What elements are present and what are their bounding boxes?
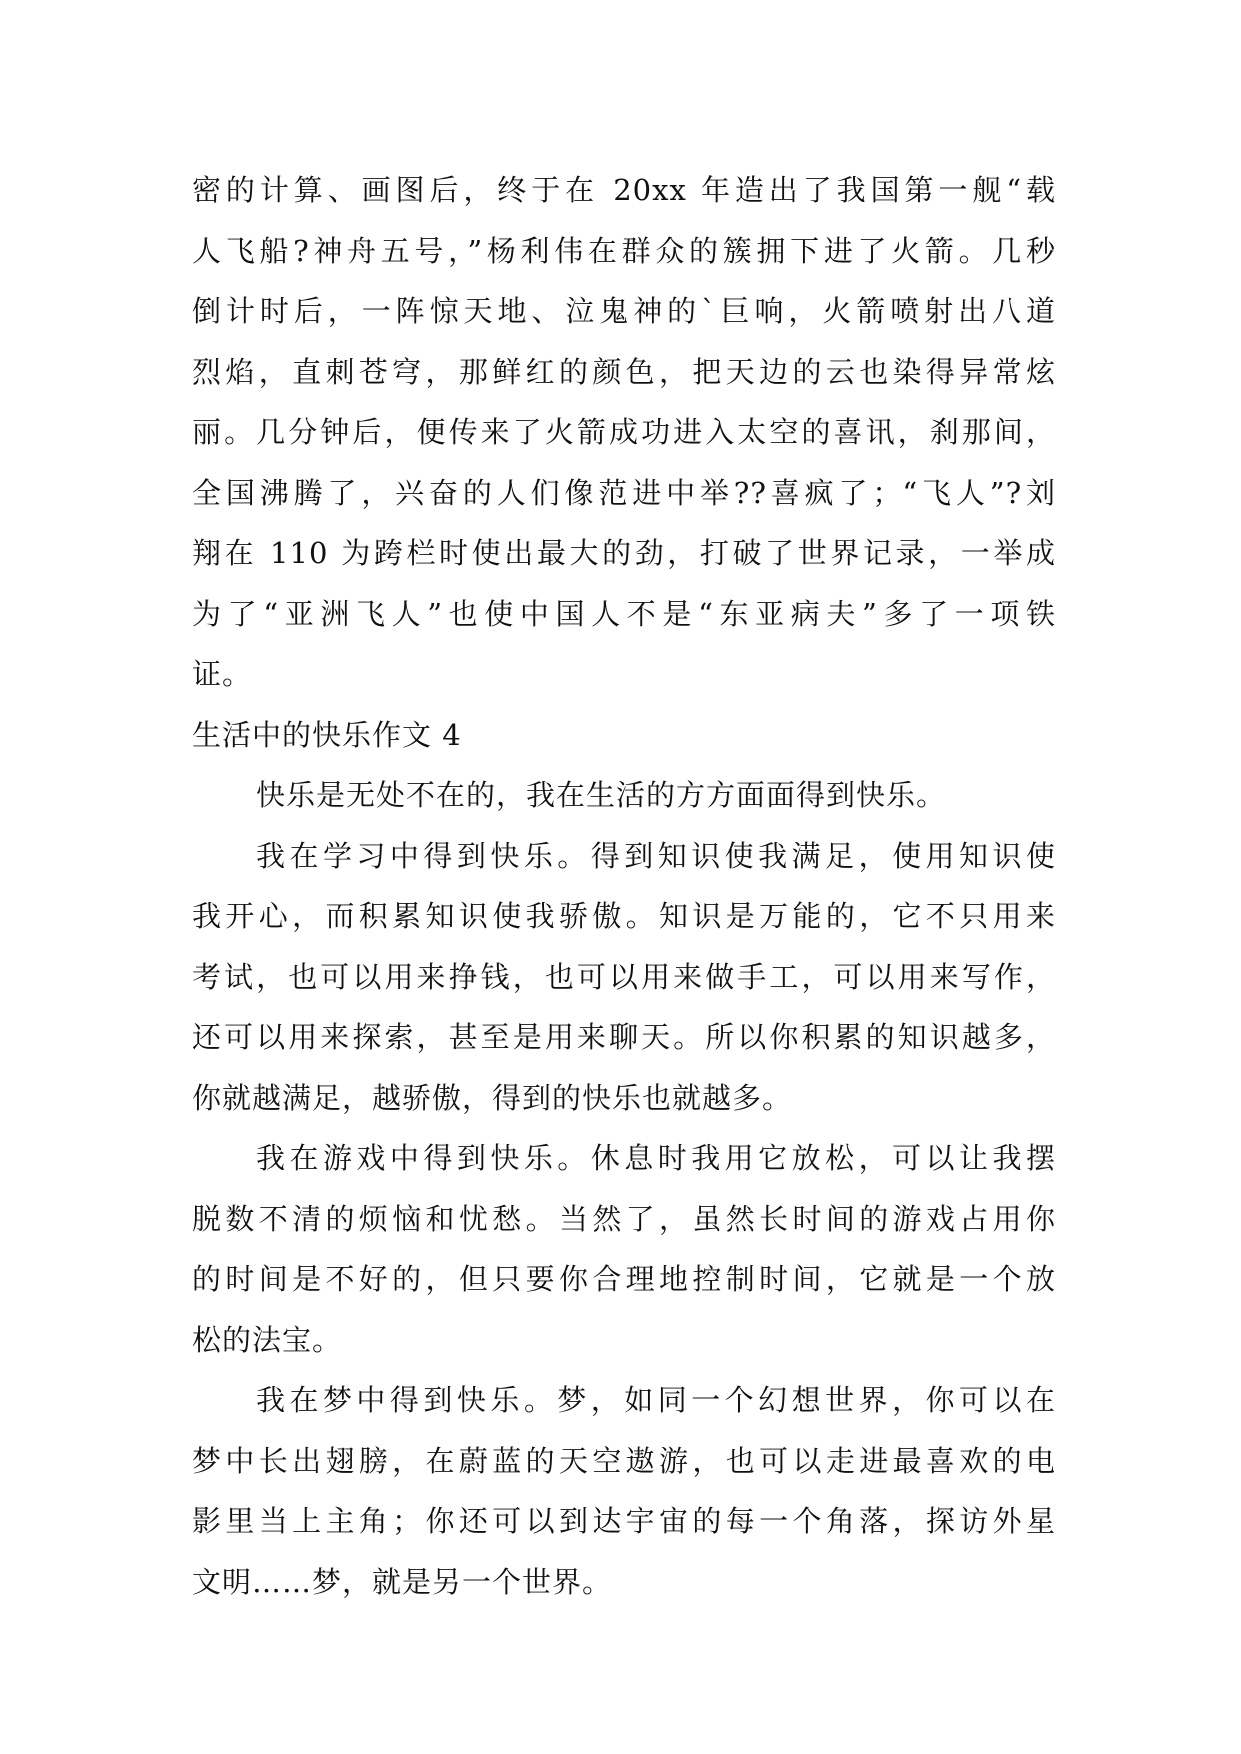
text-line: 的时间是不好的，但只要你合理地控制时间，它就是一个放 xyxy=(192,1262,1056,1296)
section-title: 生活中的快乐作文 4 xyxy=(192,717,462,752)
text-line: 梦中长出翅膀，在蔚蓝的天空遨游，也可以走进最喜欢的电 xyxy=(192,1443,1056,1478)
text-line: 密的计算、画图后，终于在 20xx 年造出了我国第一舰“载 xyxy=(192,173,1056,207)
text-line: 为了“亚洲飞人”也使中国人不是“东亚病夫”多了一项铁 xyxy=(192,596,1056,631)
text-line: 影里当上主角；你还可以到达宇宙的每一个角落，探访外星 xyxy=(192,1504,1056,1538)
paragraph-2 xyxy=(192,826,1056,1129)
text-line: 松的法宝。 xyxy=(192,1322,343,1357)
paragraph-4 xyxy=(192,1370,1056,1612)
text-line: 考试，也可以用来挣钱，也可以用来做手工，可以用来写作， xyxy=(192,959,1056,994)
document-body xyxy=(192,160,1056,1612)
intro-paragraph xyxy=(192,160,1056,705)
text-line: 倒计时后，一阵惊天地、泣鬼神的`巨响，火箭喷射出八道 xyxy=(192,294,1056,328)
text-line: 全国沸腾了，兴奋的人们像范进中举??喜疯了；“飞人”?刘 xyxy=(192,475,1056,510)
text-line: 快乐是无处不在的，我在生活的方方面面得到快乐。 xyxy=(256,778,947,812)
text-line: 我开心，而积累知识使我骄傲。知识是万能的，它不只用来 xyxy=(192,899,1056,933)
text-line: 你就越满足，越骄傲，得到的快乐也就越多。 xyxy=(192,1080,793,1115)
text-line: 烈焰，直刺苍穹，那鲜红的颜色，把天边的云也染得异常炫 xyxy=(192,354,1056,389)
text-line: 我在梦中得到快乐。梦，如同一个幻想世界，你可以在 xyxy=(256,1383,1056,1417)
text-line: 证。 xyxy=(192,657,253,691)
text-line: 我在学习中得到快乐。得到知识使我满足，使用知识使 xyxy=(256,838,1056,873)
text-line: 文明……梦，就是另一个世界。 xyxy=(192,1564,613,1599)
text-line: 翔在 110 为跨栏时使出最大的劲，打破了世界记录，一举成 xyxy=(192,536,1056,570)
text-line: 丽。几分钟后，便传来了火箭成功进入太空的喜讯，刹那间， xyxy=(192,415,1056,449)
text-line: 人飞船?神舟五号，”杨利伟在群众的簇拥下进了火箭。几秒 xyxy=(192,233,1056,268)
paragraph-1 xyxy=(192,765,1056,826)
text-line: 脱数不清的烦恼和忧愁。当然了，虽然长时间的游戏占用你 xyxy=(192,1201,1056,1236)
text-line: 我在游戏中得到快乐。休息时我用它放松，可以让我摆 xyxy=(256,1141,1056,1175)
paragraph-3 xyxy=(192,1128,1056,1370)
text-line: 还可以用来探索，甚至是用来聊天。所以你积累的知识越多， xyxy=(192,1020,1056,1054)
